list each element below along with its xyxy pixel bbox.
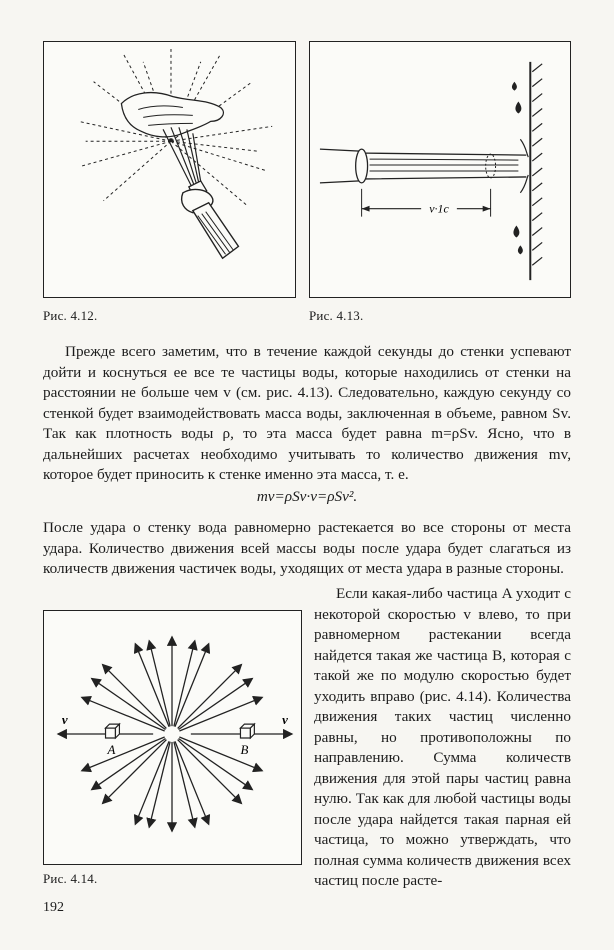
water-jet-wall-illustration (310, 42, 570, 297)
figure-4-13-caption: Рис. 4.13. (309, 308, 364, 323)
momentum-formula: mv=ρSv·v=ρSv². (256, 488, 358, 505)
particle-a-box (106, 724, 120, 738)
paragraph-3: Если какая-либо частица A уходит с некоторой скоростью v влево, то при равномерном растекании всегда найдется такая же частица B, которая с такой же по модулю скоростью будет уходить вправо (рис. 4.14). Количества движения таких частиц численно равны, но противоположны по направлению. Сумма количеств движения для этой пары частиц равна нулю. Так как для любой частицы воды после удара найдется такая парная ей частица, то можно утверждать, что полная сумма количеств движения всех частиц после расте- (314, 585, 571, 889)
radial-spread-diagram (44, 611, 301, 864)
figure-4-14 (43, 610, 302, 865)
particle-b-box (240, 724, 254, 738)
water-splash-hand-illustration (44, 42, 295, 297)
figure-4-14-caption: Рис. 4.14. (43, 871, 98, 886)
page-number: 192 (43, 900, 64, 915)
figure-4-12 (43, 41, 296, 298)
figure-4-13 (309, 41, 571, 298)
paragraph-2: После удара о стенку вода равномерно растекается во все стороны от места удара. Количество движения всей массы воды после удара будет слагаться из количеств движения частичек воды, уходящих от места удара в разные стороны. (43, 519, 571, 577)
paragraph-1: Прежде всего заметим, что в течение каждой секунды до стенки успевают дойти и коснуться ее все те частицы воды, которые находились от стенки на расстоянии не больше чем v (см. рис. 4.13). Следовательно, каждую секунду со стенкой будет взаимодействовать масса воды, заключенная в объеме, равном Sv. Так как плотность воды ρ, то эта масса будет равна m=ρSv. Ясно, что в дальнейших расчетах необходимо учитывать то количество движения mv, которое будет приносить к стенке именно эта масса, т. е. (43, 343, 571, 483)
velocity-distance-label: v·1c (429, 201, 449, 216)
velocity-right-label: v (282, 713, 288, 728)
particle-b-label: B (240, 742, 249, 757)
velocity-left-label: v (61, 713, 68, 728)
figure-4-12-caption: Рис. 4.12. (43, 308, 98, 323)
particle-a-label: A (107, 742, 116, 757)
